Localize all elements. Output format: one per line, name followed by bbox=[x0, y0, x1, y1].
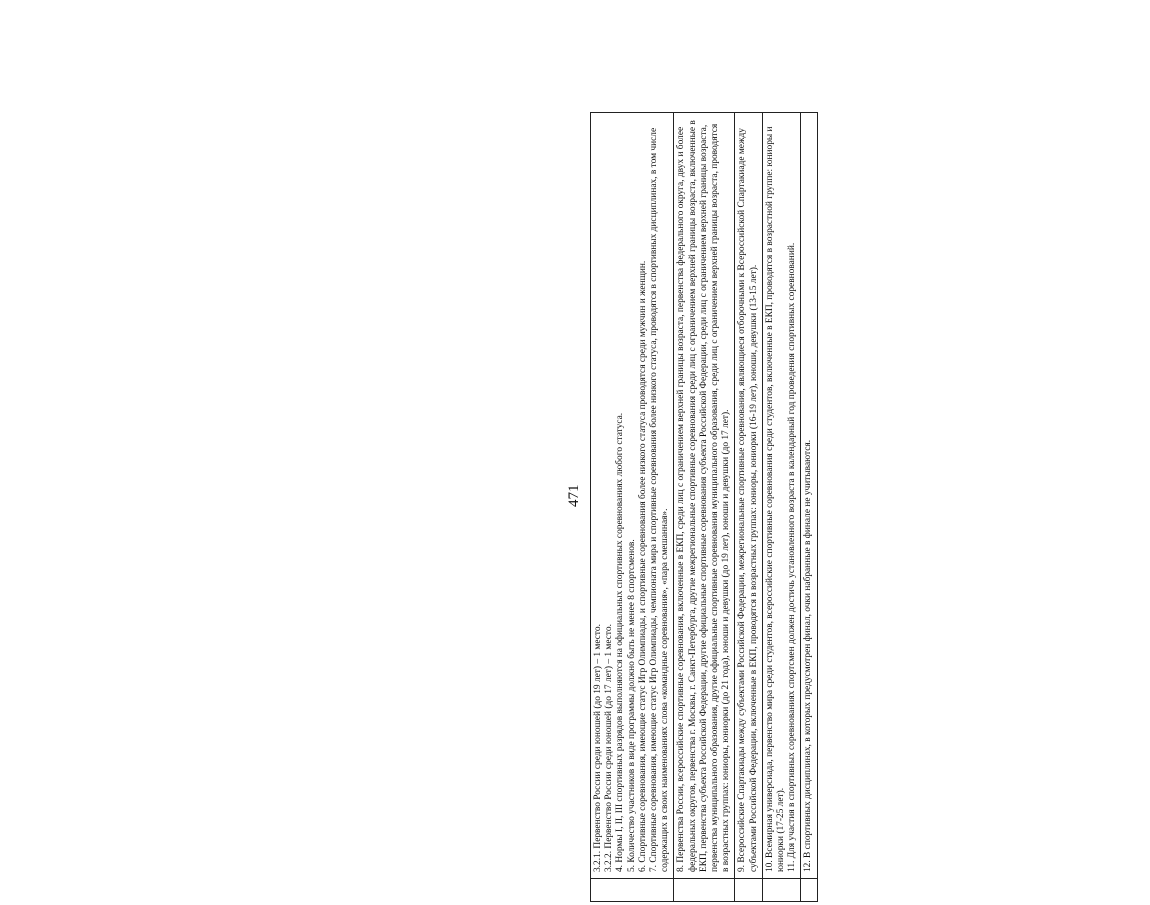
empty-cell bbox=[591, 879, 674, 902]
table-row bbox=[591, 113, 674, 902]
page-number: 471 bbox=[566, 484, 582, 507]
table-cell bbox=[735, 113, 762, 879]
table-row bbox=[735, 113, 762, 902]
table-cell bbox=[674, 113, 735, 879]
note-line: 11. Для участия в спортивных соревнованиях спортсмен должен достичь установленного возраста в календарный год проведения спортивных соревнований. bbox=[787, 242, 798, 872]
note-line: 5. Количество участников в виде программы должно быть не менее 8 спортсменов. bbox=[626, 539, 637, 872]
note-line: 4. Нормы I, II, III спортивных разрядов выполняются на официальных спортивных соревнованиях любого статуса. bbox=[615, 412, 626, 872]
empty-cell bbox=[762, 879, 801, 902]
rotated-content bbox=[566, 112, 1150, 902]
note-line: 3.2.2. Первенство России среди юношей (до 17 лет) – 1 место. bbox=[604, 624, 615, 872]
table-row bbox=[674, 113, 735, 902]
note-line: 3.2.1. Первенство России среди юношей (до 19 лет) – 1 место. bbox=[593, 624, 603, 872]
note-line: 10. Всемирная универсиада, первенство мира среди студентов, всероссийские спортивные соревнования среди студентов, включенные в ЕКП, проводятся в возрастной группе: юниоры и юниорки (17-25 лет). bbox=[764, 126, 787, 872]
empty-cell bbox=[801, 879, 817, 902]
table-cell bbox=[762, 113, 801, 879]
table-cell bbox=[801, 113, 817, 879]
empty-cell bbox=[674, 879, 735, 902]
empty-cell bbox=[735, 879, 762, 902]
note-line: 12. В спортивных дисциплинах, в которых предусмотрен финал, очки набранные в финале не учитываются. bbox=[803, 439, 814, 872]
note-line: 7. Спортивные соревнования, имеющие статус Игр Олимпиады, чемпионата мира и спортивные соревнования более низкого статуса, проводятся в спортивных дисциплинах, в том числе содержащих в своих наименованиях слова «командные соревнования», «пара смешанная». bbox=[649, 127, 671, 872]
note-line: 8. Первенства России, всероссийские спортивные соревнования, включенные в ЕКП, среди лиц с ограничением верхней границы возраста, первенства федерального округа, двух и более федеральных округов, первенства г. Москвы, г. Санкт-Петербурга, другие межрегиональные спортивные соревнования среди лиц с ограничением верхней границы возраста, включенные в ЕКП, первенства субъекта Российской Федерации, другие официальные спортивные соревнования субъекта Российской Федерации, среди лиц с ограничением верхней границы возраста, первенства муниципального образования, другие официальные спортивные соревнования муниципального образования, среди лиц с ограничением верхней границы возраста, проводятся в возрастных группах: юниоры, юниорки (до 21 года), юноши и девушки (до 19 лет), юноши и девушки (до 17 лет). bbox=[676, 120, 732, 872]
notes-table bbox=[590, 112, 818, 902]
table-row bbox=[762, 113, 801, 902]
table-cell bbox=[591, 113, 674, 879]
table-row bbox=[801, 113, 817, 902]
note-line: 6. Спортивные соревнования, имеющие статус Игр Олимпиады, и спортивные соревнования более низкого статуса проводятся среди мужчин и женщин. bbox=[637, 260, 648, 872]
note-line: 9. Всероссийские Спартакиады между субъектами Российской Федерации, межрегиональные спортивные соревнования, являющиеся отборочными к Всероссийской Спартакиаде между субъектами Российской Федерации, включенные в ЕКП, проводятся в возрастных группах: юниоры, юниорки (16-19 лет), юноши, девушки (13-15 лет). bbox=[737, 128, 759, 872]
